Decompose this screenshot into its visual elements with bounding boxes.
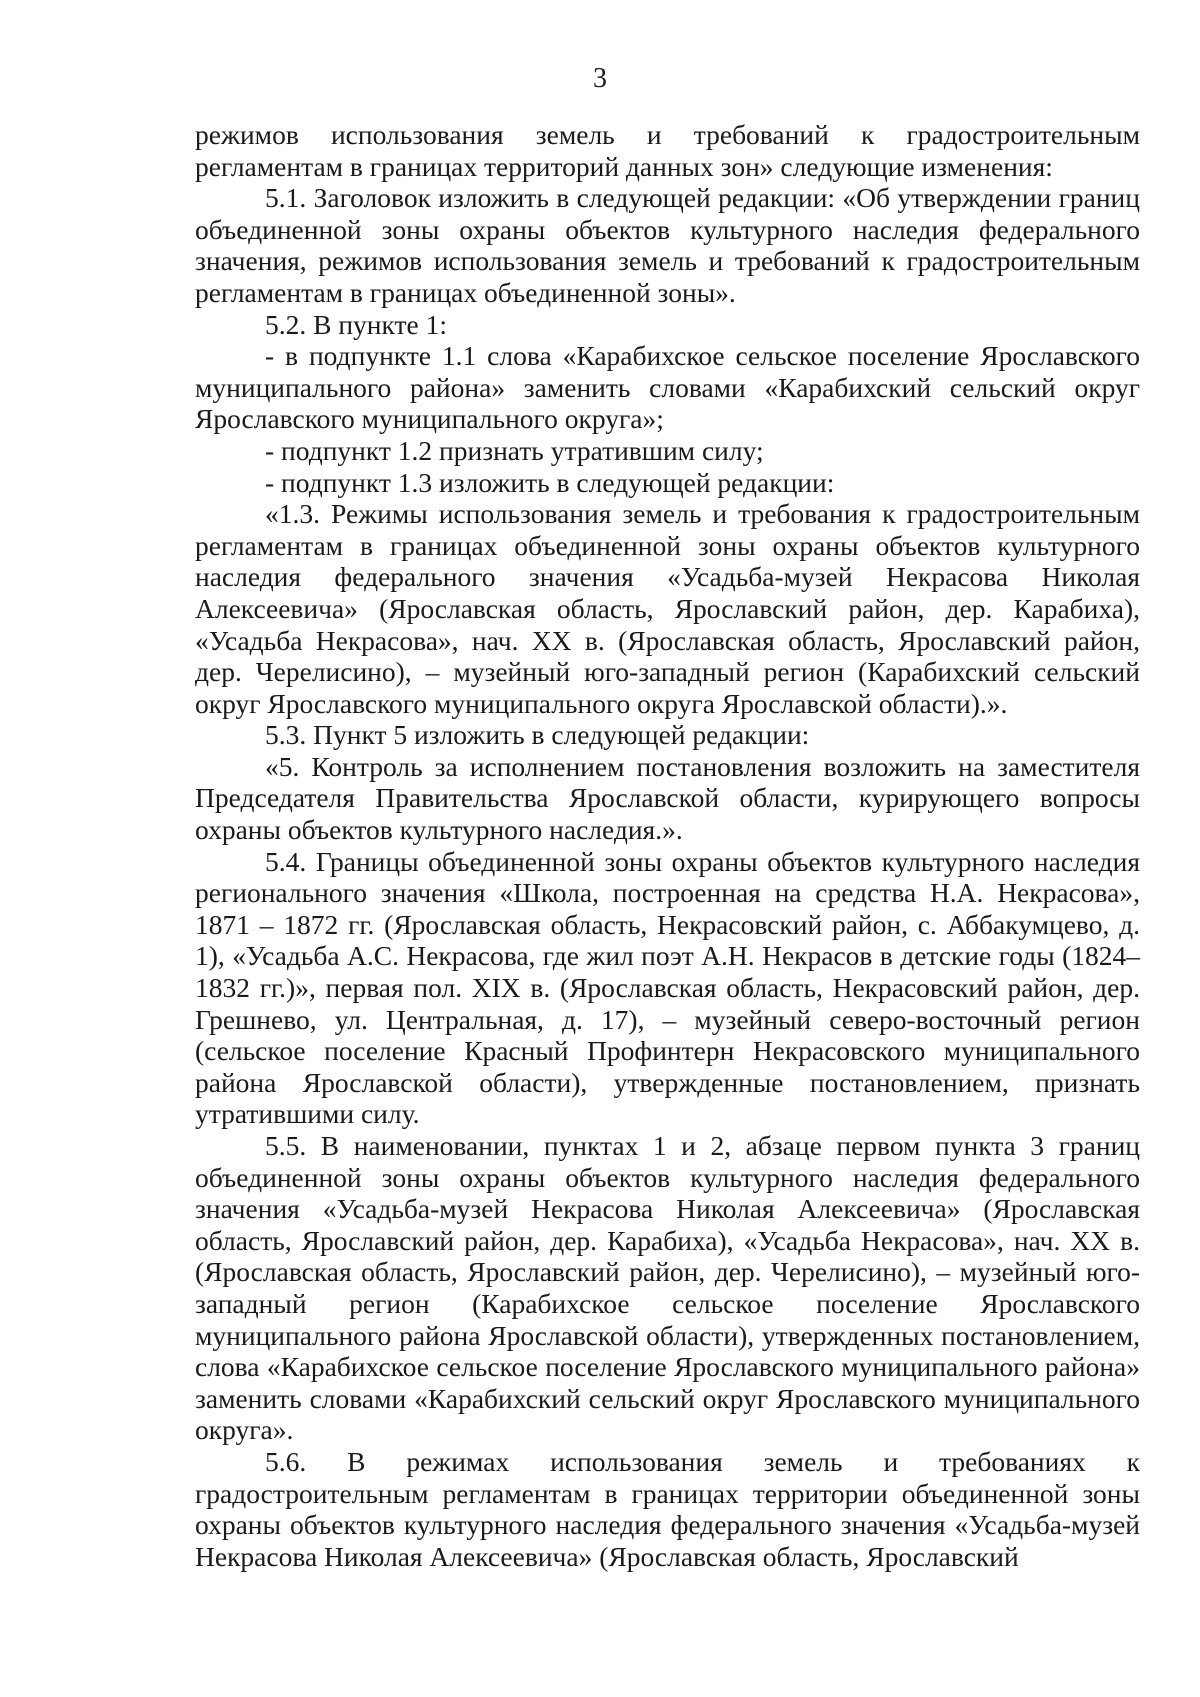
paragraph-5-6: 5.6. В режимах использования земель и требованиях к градостроительным регламентам в границах территории объединенной зоны охраны объектов культурного наследия федерального значения «Усадьба-музей Некрасова Николая Алексеевича» (Ярославская область, Ярославский [195, 1445, 1140, 1572]
paragraph-1-3-quote: «1.3. Режимы использования земель и требования к градостроительным регламентам в границах объединенной зоны охраны объектов культурного наследия федерального значения «Усадьба-музей Некрасова Николая Алексеевича» (Ярославская область, Ярославский район, дер. Карабиха), «Усадьба Некрасова», нач. XX в. (Ярославская область, Ярославский район, дер. Черелисино), – музейный юго-западный регион (Карабихский сельский округ Ярославского муниципального округа Ярославской области).». [195, 498, 1140, 719]
paragraph-5-1: 5.1. Заголовок изложить в следующей редакции: «Об утверждении границ объединенной зоны охраны объектов культурного наследия федерального значения, режимов использования земель и требований к градостроительным регламентам в границах объединенной зоны». [195, 182, 1140, 308]
paragraph-intro-continuation: режимов использования земель и требований к градостроительным регламентам в границах территорий данных зон» следующие изменения: [195, 119, 1140, 182]
paragraph-5-2: 5.2. В пункте 1: [265, 308, 448, 340]
paragraph-5-3: 5.3. Пункт 5 изложить в следующей редакции: [265, 719, 810, 751]
paragraph-5-5: 5.5. В наименовании, пунктах 1 и 2, абзаце первом пункта 3 границ объединенной зоны охраны объектов культурного наследия федерального значения «Усадьба-музей Некрасова Николая Алексеевича» (Ярославская область, Ярославский район, дер. Карабиха), «Усадьба Некрасова», нач. XX в. (Ярославская область, Ярославский район, дер. Черелисино), – музейный юго-западный регион (Карабихское сельское поселение Ярославского муниципального района Ярославской области), утвержденных постановлением, слова «Карабихское сельское поселение Ярославского муниципального района» заменить словами «Карабихский сельский округ Ярославского муниципального округа». [195, 1130, 1140, 1446]
page-number: 3 [593, 63, 607, 94]
paragraph-5-2-subitem-1-3: - подпункт 1.3 изложить в следующей редакции: [265, 466, 835, 498]
paragraph-5-2-subitem-1-1: - в подпункте 1.1 слова «Карабихское сельское поселение Ярославского муниципального района» заменить словами «Карабихский сельский округ Ярославского муниципального округа»; [195, 340, 1140, 435]
paragraph-5-quote: «5. Контроль за исполнением постановления возложить на заместителя Председателя Правительства Ярославской области, курирующего вопросы охраны объектов культурного наследия.». [195, 750, 1140, 846]
paragraph-5-4: 5.4. Границы объединенной зоны охраны объектов культурного наследия регионального значения «Школа, построенная на средства Н.А. Некрасова», 1871 – 1872 гг. (Ярославская область, Некрасовский район, с. Аббакумцево, д. 1), «Усадьба А.С. Некрасова, где жил поэт А.Н. Некрасов в детские годы (1824–1832 гг.)», первая пол. XIX в. (Ярославская область, Некрасовский район, дер. Грешнево, ул. Центральная, д. 17), – музейный северо-восточный регион (сельское поселение Красный Профинтерн Некрасовского муниципального района Ярославской области), утвержденные постановлением, признать утратившими силу. [195, 845, 1140, 1130]
paragraph-5-2-subitem-1-2: - подпункт 1.2 признать утратившим силу; [265, 434, 764, 466]
document-body [195, 119, 1140, 1572]
